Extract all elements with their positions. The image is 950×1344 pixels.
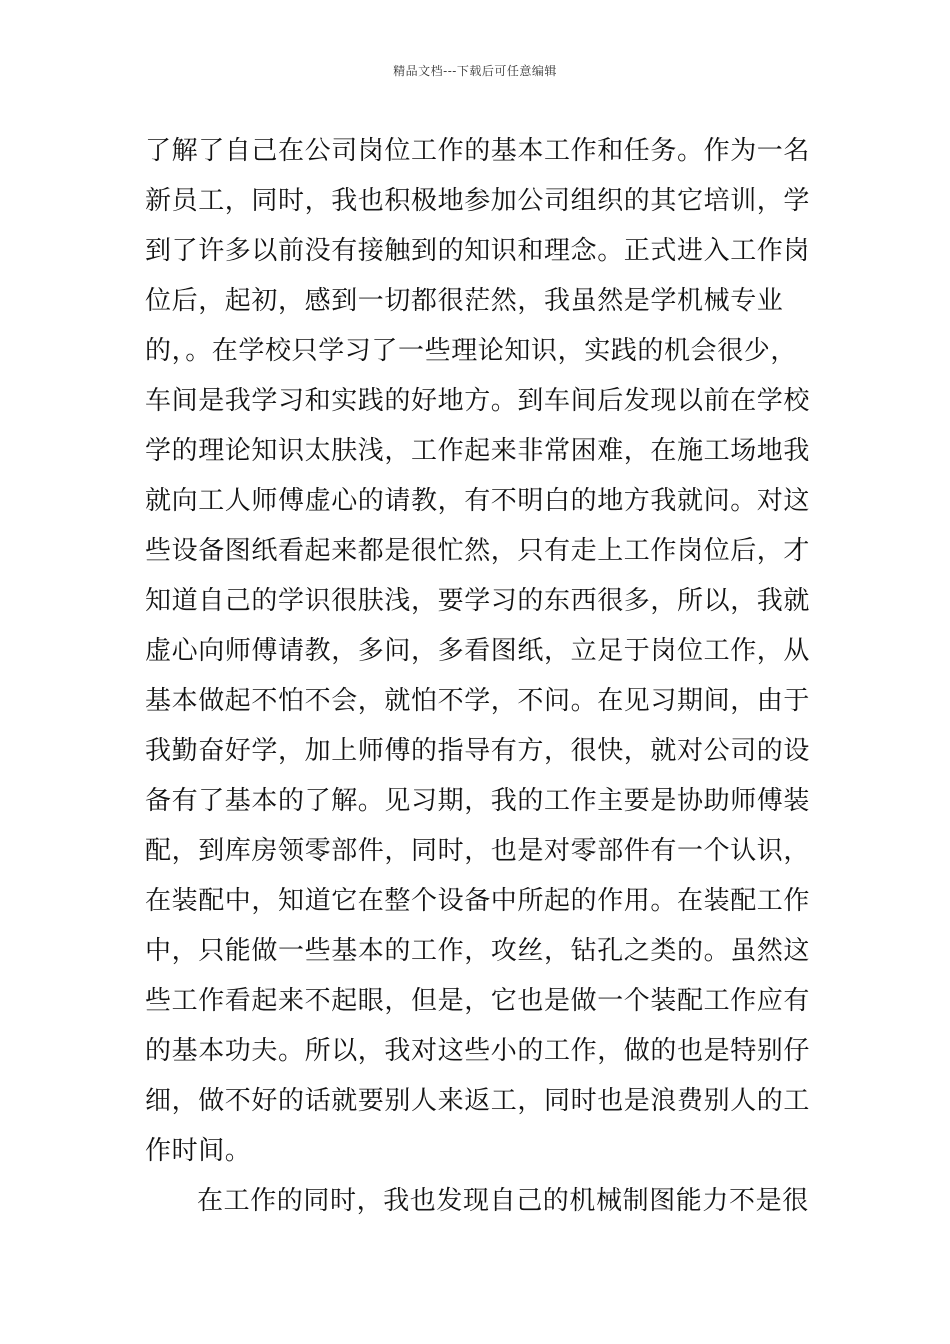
text-line: 备有了基本的了解。见习期，我的工作主要是协助师傅装: [145, 786, 811, 816]
text-line: 位后，起初，感到一切都很茫然，我虽然是学机械专业: [145, 286, 784, 316]
text-line: 中，只能做一些基本的工作，攻丝，钻孔之类的。虽然这: [145, 936, 811, 966]
text-line: 配，到库房领零部件，同时，也是对零部件有一个认识，: [145, 836, 811, 866]
text-line: 就向工人师傅虚心的请教，有不明白的地方我就问。对这: [145, 486, 811, 516]
text-line: 在装配中，知道它在整个设备中所起的作用。在装配工作: [145, 886, 811, 916]
text-line: 新员工，同时，我也积极地参加公司组织的其它培训，学: [145, 186, 811, 216]
text-line: 车间是我学习和实践的好地方。到车间后发现以前在学校: [145, 386, 811, 416]
text-line: 知道自己的学识很肤浅，要学习的东西很多，所以，我就: [145, 586, 811, 616]
text-line: 的，。在学校只学习了一些理论知识，实践的机会很少，: [145, 336, 798, 366]
page-header: 精品文档---下载后可任意编辑: [393, 64, 557, 78]
text-line: 学的理论知识太肤浅，工作起来非常困难，在施工场地我: [145, 436, 811, 466]
paragraph-first-line: 在工作的同时，我也发现自己的机械制图能力不是很: [197, 1186, 809, 1216]
text-line: 细，做不好的话就要别人来返工，同时也是浪费别人的工: [145, 1086, 811, 1116]
text-line: 些工作看起来不起眼，但是，它也是做一个装配工作应有: [145, 986, 811, 1016]
body-text: [145, 126, 810, 1226]
text-line: 虚心向师傅请教，多问，多看图纸，立足于岗位工作，从: [145, 636, 811, 666]
text-line: 我勤奋好学，加上师傅的指导有方，很快，就对公司的设: [145, 736, 811, 766]
text-line: 的基本功夫。所以，我对这些小的工作，做的也是特别仔: [145, 1036, 811, 1066]
text-line: 些设备图纸看起来都是很忙然，只有走上工作岗位后，才: [145, 536, 811, 566]
text-line: 到了许多以前没有接触到的知识和理念。正式进入工作岗: [145, 236, 811, 266]
text-line: 基本做起不怕不会，就怕不学，不问。在见习期间，由于: [145, 686, 811, 716]
text-line: 了解了自己在公司岗位工作的基本工作和任务。作为一名: [145, 136, 811, 166]
text-line: 作时间。: [145, 1136, 252, 1166]
